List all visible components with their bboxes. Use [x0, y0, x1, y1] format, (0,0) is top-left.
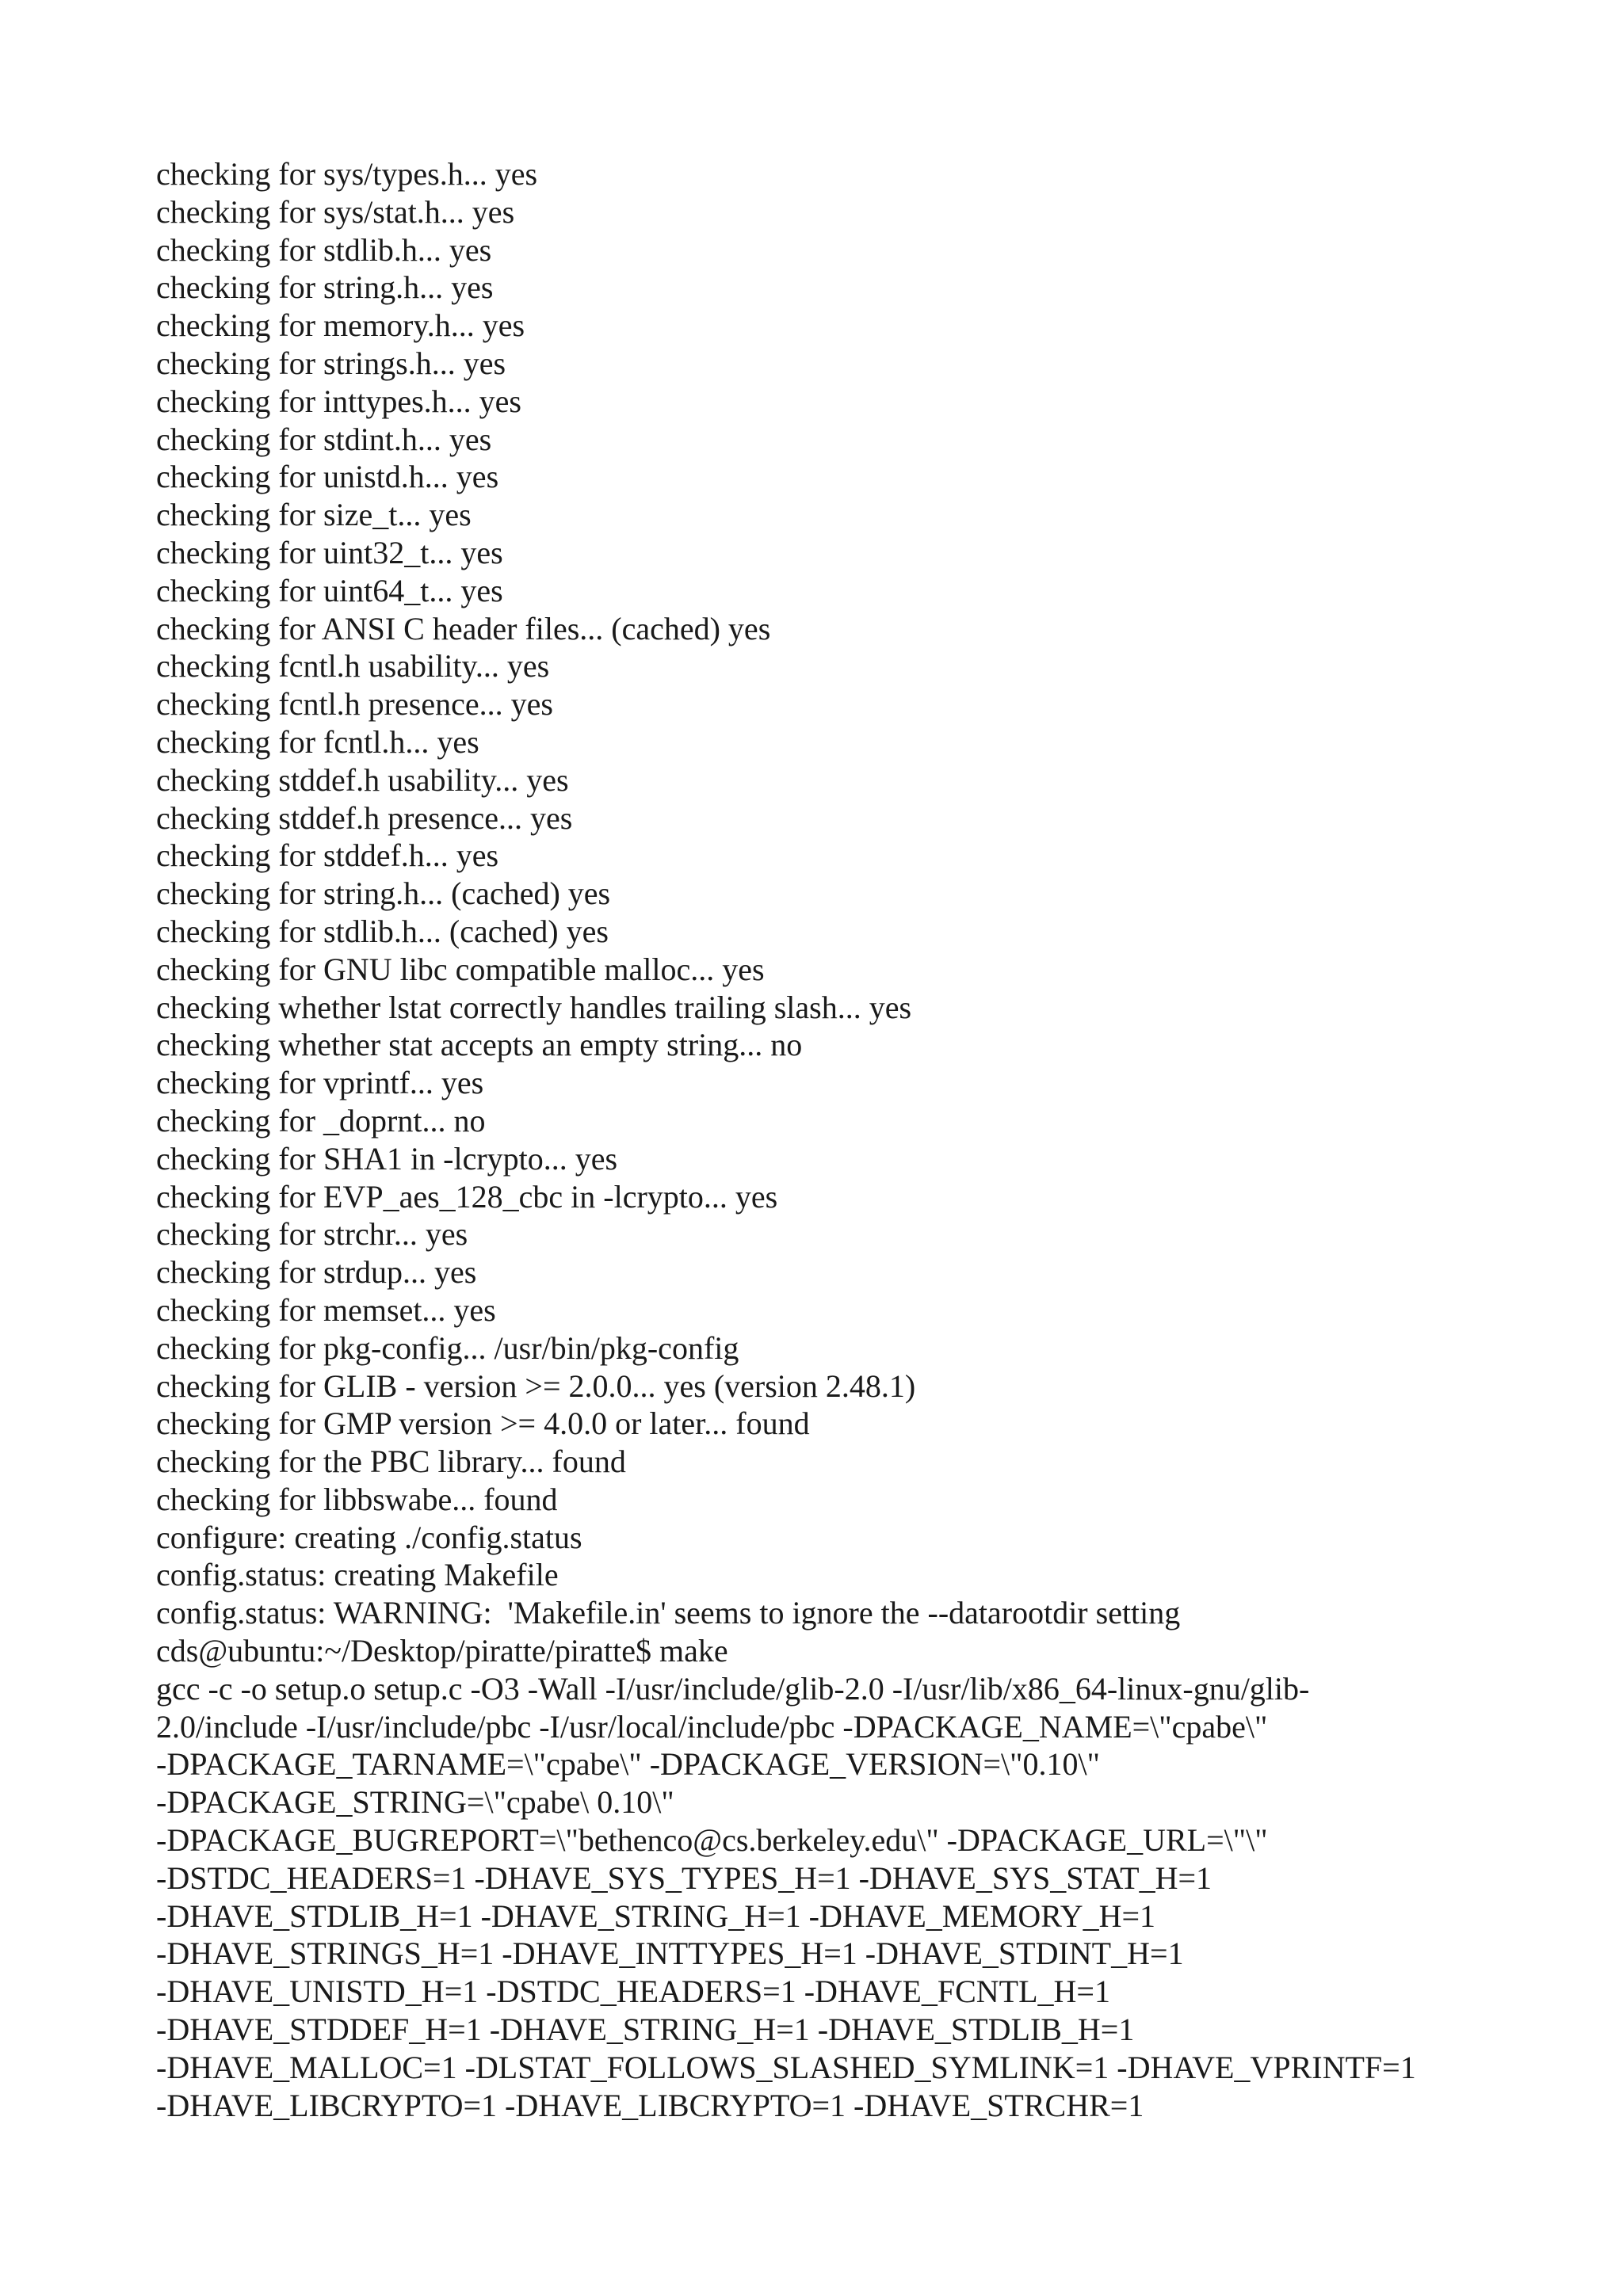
log-line: checking for sys/types.h... yes [156, 156, 538, 192]
log-line: checking for GNU libc compatible malloc... yes [156, 951, 765, 987]
log-line: checking for vprintf... yes [156, 1065, 484, 1101]
log-line: checking for libbswabe... found [156, 1481, 558, 1517]
log-line: checking for GLIB - version >= 2.0.0... yes (version 2.48.1) [156, 1367, 916, 1404]
log-line: checking for string.h... yes [156, 269, 494, 306]
log-line: cds@ubuntu:~/Desktop/piratte/piratte$ make [156, 1633, 728, 1669]
log-line: checking fcntl.h usability... yes [156, 648, 550, 685]
terminal-log-text [156, 155, 1503, 2124]
log-line: -DPACKAGE_TARNAME=\"cpabe\" -DPACKAGE_VERSION=\"0.10\" [156, 1746, 1100, 1783]
log-line: config.status: WARNING: 'Makefile.in' seems to ignore the --datarootdir setting [156, 1595, 1181, 1631]
log-line: checking for string.h... (cached) yes [156, 875, 611, 912]
log-line: checking for stdint.h... yes [156, 421, 492, 457]
log-line: -DHAVE_STRINGS_H=1 -DHAVE_INTTYPES_H=1 -DHAVE_STDINT_H=1 [156, 1936, 1184, 1972]
log-line: checking for ANSI C header files... (cached) yes [156, 610, 771, 646]
log-line: checking for SHA1 in -lcrypto... yes [156, 1140, 618, 1177]
log-line: configure: creating ./config.status [156, 1519, 582, 1555]
log-line: checking stddef.h presence... yes [156, 799, 573, 836]
log-line: -DPACKAGE_STRING=\"cpabe\ 0.10\" [156, 1784, 674, 1821]
log-line: checking for uint32_t... yes [156, 534, 503, 570]
log-line: checking for strchr... yes [156, 1216, 468, 1253]
log-line: checking for unistd.h... yes [156, 459, 499, 495]
log-line: -DSTDC_HEADERS=1 -DHAVE_SYS_TYPES_H=1 -DHAVE_SYS_STAT_H=1 [156, 1859, 1212, 1896]
log-line: -DHAVE_STDLIB_H=1 -DHAVE_STRING_H=1 -DHAVE_MEMORY_H=1 [156, 1897, 1156, 1934]
log-line: checking for stdlib.h... (cached) yes [156, 913, 609, 949]
log-line: checking for pkg-config... /usr/bin/pkg-config [156, 1329, 739, 1366]
log-line: checking stddef.h usability... yes [156, 761, 569, 798]
log-line: -DHAVE_LIBCRYPTO=1 -DHAVE_LIBCRYPTO=1 -DHAVE_STRCHR=1 [156, 2087, 1144, 2123]
log-line: checking for inttypes.h... yes [156, 383, 521, 419]
log-line: checking for stdlib.h... yes [156, 231, 492, 268]
log-line: checking for EVP_aes_128_cbc in -lcrypto... yes [156, 1178, 778, 1215]
log-line: checking for uint64_t... yes [156, 572, 503, 608]
log-line: 2.0/include -I/usr/include/pbc -I/usr/local/include/pbc -DPACKAGE_NAME=\"cpabe\" [156, 1708, 1268, 1745]
log-line: config.status: creating Makefile [156, 1557, 559, 1593]
log-line: checking whether stat accepts an empty string... no [156, 1027, 803, 1063]
log-line: checking for size_t... yes [156, 497, 472, 533]
log-line: checking for fcntl.h... yes [156, 723, 479, 760]
log-line: checking for memset... yes [156, 1291, 496, 1328]
log-line: checking fcntl.h presence... yes [156, 686, 553, 723]
log-line: checking for the PBC library... found [156, 1444, 626, 1480]
log-line: -DHAVE_STDDEF_H=1 -DHAVE_STRING_H=1 -DHAVE_STDLIB_H=1 [156, 2012, 1135, 2048]
log-line: gcc -c -o setup.o setup.c -O3 -Wall -I/usr/include/glib-2.0 -I/usr/lib/x86_64-linux-gnu/glib- [156, 1670, 1310, 1707]
log-line: checking for _doprnt... no [156, 1102, 486, 1138]
log-line: checking for stddef.h... yes [156, 837, 499, 874]
log-line: checking whether lstat correctly handles trailing slash... yes [156, 989, 912, 1025]
log-line: checking for strings.h... yes [156, 345, 506, 381]
log-line: -DPACKAGE_BUGREPORT=\"bethenco@cs.berkeley.edu\" -DPACKAGE_URL=\"\" [156, 1822, 1268, 1859]
log-line: checking for sys/stat.h... yes [156, 193, 515, 230]
log-line: -DHAVE_UNISTD_H=1 -DSTDC_HEADERS=1 -DHAVE_FCNTL_H=1 [156, 1974, 1110, 2010]
log-line: checking for memory.h... yes [156, 307, 525, 344]
log-line: checking for GMP version >= 4.0.0 or later... found [156, 1405, 810, 1442]
log-line: -DHAVE_MALLOC=1 -DLSTAT_FOLLOWS_SLASHED_SYMLINK=1 -DHAVE_VPRINTF=1 [156, 2049, 1416, 2085]
log-line: checking for strdup... yes [156, 1254, 477, 1291]
